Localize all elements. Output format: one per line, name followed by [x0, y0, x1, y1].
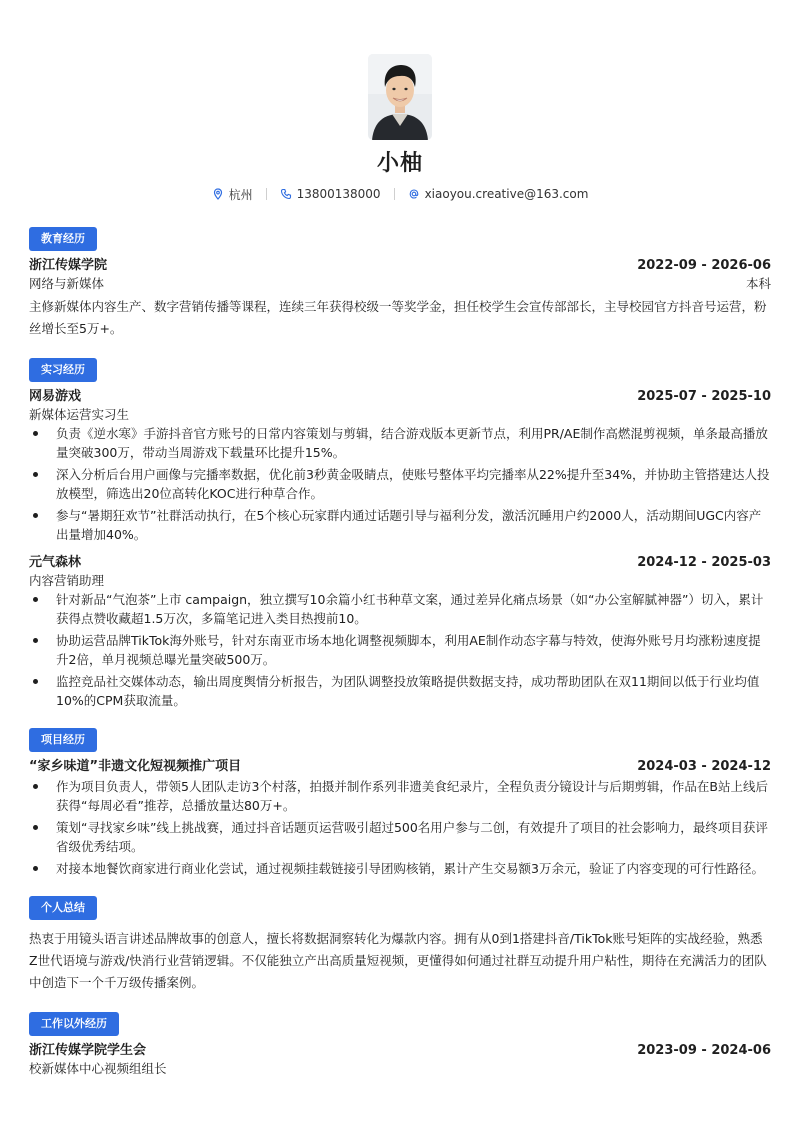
list-item — [29, 818, 771, 856]
education-section — [29, 227, 771, 340]
degree: 本科 — [745, 276, 771, 291]
list-item — [29, 590, 771, 628]
bullet-icon — [33, 638, 38, 643]
section-title: 教育经历 — [29, 227, 97, 251]
bullet-text: 参与“暑期狂欢节”社群活动执行，在5个核心玩家群内通过话题引导与福利分发，激活沉睡用户约2000人，活动期间UGC内容产出量增加40%。 — [56, 508, 762, 542]
bullet-icon — [33, 866, 38, 871]
contact-info — [29, 185, 771, 203]
company-name: 网易游戏 — [29, 389, 82, 404]
avatar — [368, 54, 432, 140]
other-experience-section — [29, 1012, 771, 1077]
list-item — [29, 465, 771, 503]
bullet-text: 协助运营品牌TikTok海外账号，针对东南亚市场本地化调整视频脚本，利用AE制作动态字幕与特效，使海外账号月均涨粉速度提升2倍，单月视频总曝光量突破500万。 — [56, 633, 761, 667]
job-role: 内容营销助理 — [29, 573, 105, 588]
candidate-name: 小柚 — [376, 151, 423, 176]
email-at-icon — [408, 188, 420, 200]
location-pin-icon — [212, 188, 224, 200]
date-range: 2023-09 - 2024-06 — [637, 1043, 771, 1058]
bullet-icon — [33, 784, 38, 789]
bullet-icon — [33, 597, 38, 602]
internship-section — [29, 358, 771, 710]
section-title: 工作以外经历 — [29, 1012, 119, 1036]
bullet-icon — [33, 825, 38, 830]
list-item — [29, 424, 771, 462]
bullet-text: 针对新品“气泡茶”上市 campaign，独立撰写10余篇小红书种草文案，通过差异化痛点场景（如“办公室解腻神器”）切入，累计获得点赞收藏超1.5万次，多篇笔记进入类目热搜前10。 — [56, 592, 764, 626]
company-name: 元气森林 — [29, 555, 82, 570]
email-text: xiaoyou.creative@163.com — [424, 187, 589, 201]
project-section — [29, 728, 771, 878]
bullet-text: 作为项目负责人，带领5人团队走访3个村落，拍摄并制作系列非遗美食纪录片，全程负责分镜设计与后期剪辑，作品在B站上线后获得“每周必看”推荐，总播放量达80万+。 — [56, 779, 768, 813]
list-item — [29, 672, 771, 710]
date-range: 2024-03 - 2024-12 — [637, 759, 771, 774]
contact-phone[interactable] — [280, 187, 381, 201]
bullet-text: 负责《逆水寒》手游抖音官方账号的日常内容策划与剪辑，结合游戏版本更新节点，利用PR/AE制作高燃混剪视频，单条最高播放量突破300万，带动当周游戏下载量环比提升15%。 — [56, 426, 768, 460]
bullet-text: 深入分析后台用户画像与完播率数据，优化前3秒黄金吸睛点，使账号整体平均完播率从22%提升至34%，并协助主管搭建达人投放模型，筛选出20位高转化KOC进行种草合作。 — [56, 467, 770, 501]
date-range: 2022-09 - 2026-06 — [637, 258, 771, 273]
education-entry — [29, 257, 771, 340]
resume-header — [29, 0, 771, 203]
contact-email[interactable] — [408, 187, 589, 201]
bullet-icon — [33, 431, 38, 436]
bullet-icon — [33, 472, 38, 477]
summary-section — [29, 896, 771, 994]
phone-text: 13800138000 — [296, 187, 381, 201]
contact-divider — [266, 188, 267, 200]
contact-location — [212, 186, 253, 203]
project-entry — [29, 758, 771, 878]
internship-entry — [29, 554, 771, 710]
list-item — [29, 506, 771, 544]
phone-icon — [280, 188, 292, 200]
bullet-text: 对接本地餐饮商家进行商业化尝试，通过视频挂载链接引导团购核销，累计产生交易额3万余元，验证了内容变现的可行性路径。 — [56, 861, 764, 876]
other-experience-entry — [29, 1042, 771, 1077]
list-item — [29, 631, 771, 669]
list-item — [29, 859, 771, 878]
bullet-text: 监控竞品社交媒体动态，输出周度舆情分析报告，为团队调整投放策略提供数据支持，成功帮助团队在双11期间以低于行业均值10%的CPM获取流量。 — [56, 674, 760, 708]
organization-name: 浙江传媒学院学生会 — [29, 1043, 147, 1058]
bullet-list — [29, 777, 771, 878]
bullet-icon — [33, 679, 38, 684]
location-text: 杭州 — [228, 187, 253, 202]
internship-entry — [29, 388, 771, 544]
contact-divider — [394, 188, 395, 200]
date-range: 2024-12 - 2025-03 — [637, 555, 771, 570]
education-description: 主修新媒体内容生产、数字营销传播等课程，连续三年获得校级一等奖学金，担任校学生会宣传部部长，主导校园官方抖音号运营，粉丝增长至5万+。 — [29, 299, 767, 336]
project-name: “家乡味道”非遗文化短视频推广项目 — [29, 759, 242, 774]
school-name: 浙江传媒学院 — [29, 258, 108, 273]
section-title: 项目经历 — [29, 728, 97, 752]
position: 校新媒体中心视频组组长 — [29, 1061, 167, 1076]
section-title: 个人总结 — [29, 896, 97, 920]
section-title: 实习经历 — [29, 358, 97, 382]
bullet-text: 策划“寻找家乡味”线上挑战赛，通过抖音话题页运营吸引超过500名用户参与二创，有效提升了项目的社会影响力，最终项目获评省级优秀结项。 — [56, 820, 768, 854]
job-role: 新媒体运营实习生 — [29, 407, 130, 422]
list-item — [29, 777, 771, 815]
major: 网络与新媒体 — [29, 276, 105, 291]
bullet-icon — [33, 513, 38, 518]
date-range: 2025-07 - 2025-10 — [637, 389, 771, 404]
bullet-list — [29, 424, 771, 544]
bullet-list — [29, 590, 771, 710]
summary-text: 热衷于用镜头语言讲述品牌故事的创意人，擅长将数据洞察转化为爆款内容。拥有从0到1搭建抖音/TikTok账号矩阵的实战经验，熟悉Z世代语境与游戏/快消行业营销逻辑。不仅能独立产出高质量短视频，更懂得如何通过社群互动提升用户粘性，期待在充满活力的团队中创造下一个千万级传播案例。 — [29, 931, 767, 990]
